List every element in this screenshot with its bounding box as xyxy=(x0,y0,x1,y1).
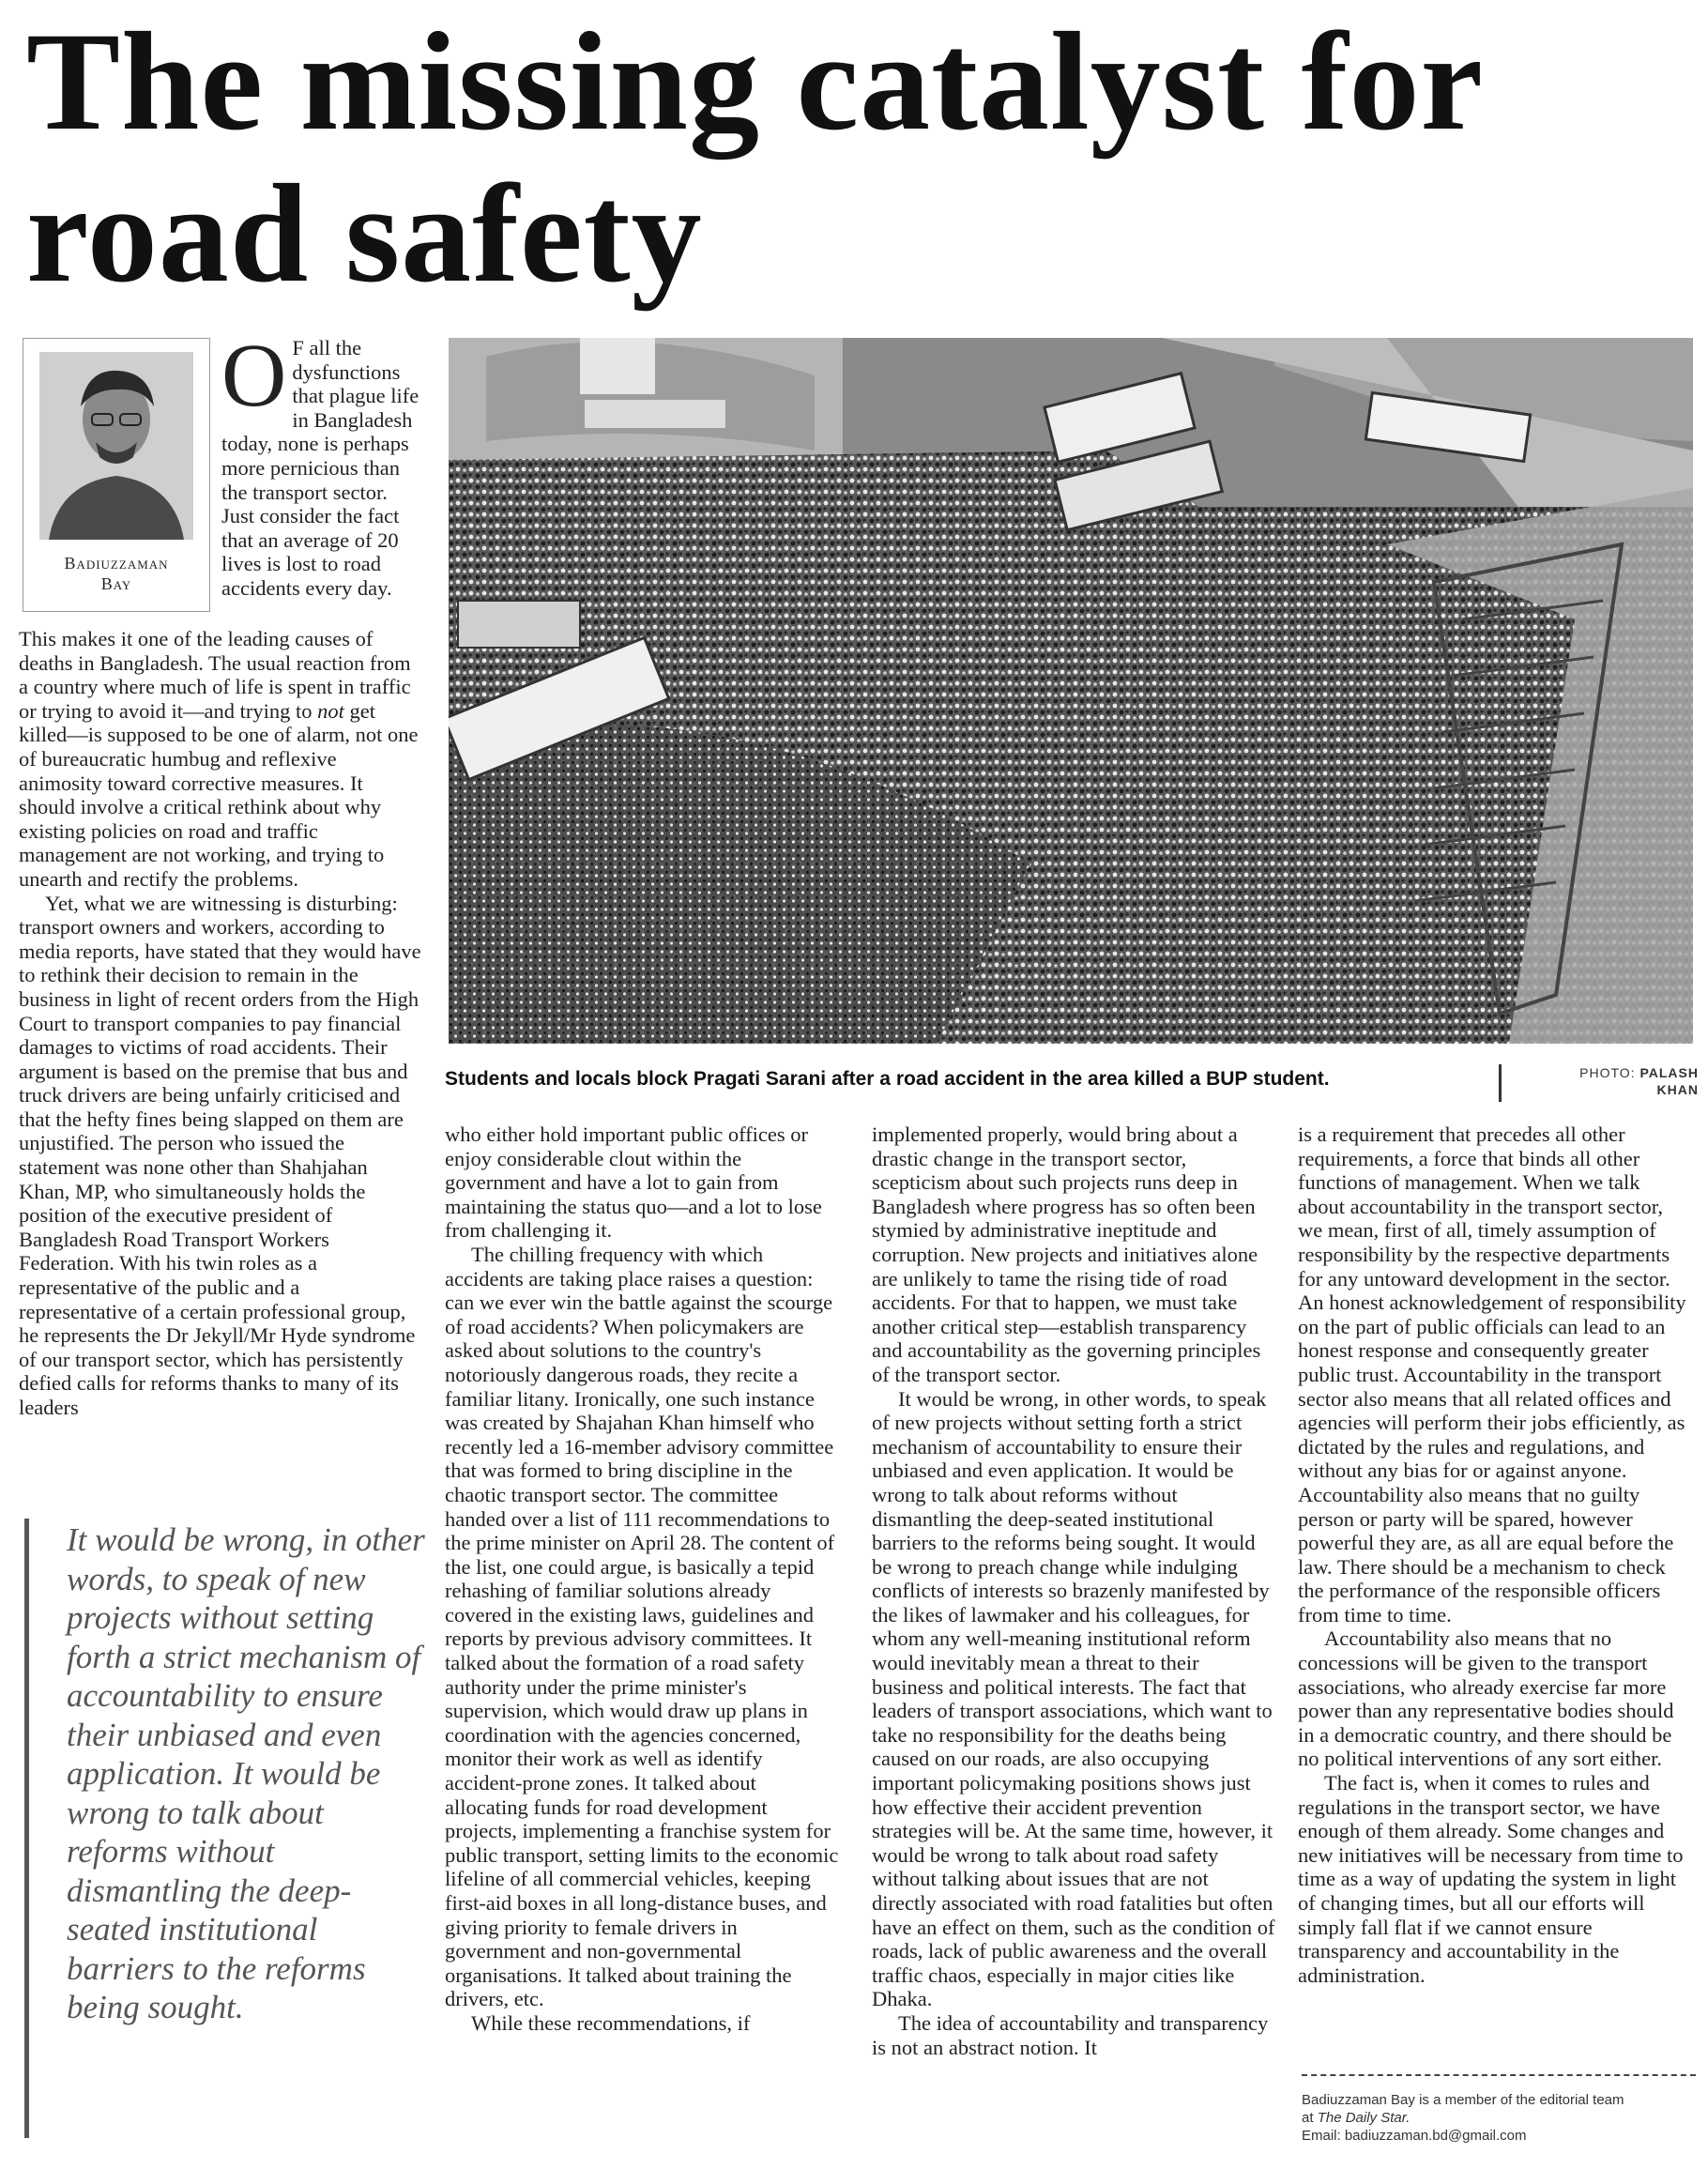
paragraph: The idea of accountability and transparency is not an abstract notion. It xyxy=(872,2010,1269,2059)
author-name xyxy=(31,553,202,594)
bio-divider xyxy=(1302,2074,1696,2076)
paragraph xyxy=(19,627,422,892)
bio-email: Email: badiuzzaman.bd@gmail.com xyxy=(1302,2128,1527,2144)
headline-line-1: The missing catalyst for xyxy=(26,4,1485,160)
author-bio xyxy=(1302,2091,1696,2145)
paragraph: While these recommendations, if xyxy=(471,2010,751,2035)
author-name-line-2: Bay xyxy=(100,574,132,593)
publication-name: The Daily Star. xyxy=(1317,2110,1411,2126)
article-column-4 xyxy=(1298,1123,1692,1987)
photo-caption: Students and locals block Pragati Sarani after a road accident in the area killed a BUP student. xyxy=(445,1068,1330,1090)
author-name-line-1: Badiuzzaman xyxy=(64,554,169,573)
intro-text: F all the dysfunctions that plague life in Bangladesh today, none is perhaps more pernicious than the transport sector. Just consider the fact that an average of 20 lives is lost to road accidents every day. xyxy=(221,336,419,600)
paragraph: is a requirement that precedes all other requirements, a force that binds all other functions of management. When we talk about accountability in the transport sector, we mean, first of all, timely assumption of responsibility by the respective departments for any untoward development in the sector. An honest acknowledgement of responsibility on the part of public officials can lead to an honest response and consequently greater public trust. Accountability in the transport sector also means that all related offices and agencies will perform their jobs efficiently, as dictated by the rules and regulations, and without any bias for or against anyone. Accountability also means that no guilty person or party will be spared, however powerful they are, as all are equal before the law. There should be a mechanism to check the performance of the responsible officers from time to time. xyxy=(1298,1123,1686,1627)
headline xyxy=(26,6,1678,310)
paragraph: It would be wrong, in other words, to speak of new projects without setting forth a strict mechanism of accountability to ensure their unbiased and even application. It would be wrong to talk about reforms without dismantling the deep-seated institutional barriers to the reforms being sought. It would be wrong to preach change while indulging conflicts of interests so brazenly manifested by the likes of lawmaker and his colleagues, for whom any well-meaning institutional reform would inevitably mean a threat to their business and political interests. The fact that leaders of transport associations, which want to take no responsibility for the deaths being caused on our roads, are also occupying important policymaking positions shows just how effective their accident prevention strategies will be. At the same time, however, it would be wrong to talk about road safety without talking about issues that are not directly associated with road fatalities but often have an effect on them, such as the condition of roads, lack of public awareness and the overall traffic chaos, especially in major cities like Dhaka. xyxy=(872,1386,1275,2011)
paragraph: implemented properly, would bring about a drastic change in the transport sector, scepticism about such projects runs deep in Bangladesh where progress has so often been stymied by administrative ineptitude and corruption. New projects and initiatives alone are unlikely to tame the rising tide of road accidents. For that to happen, we must take another critical step—establish transparency and accountability as the governing principles of the transport sector. xyxy=(872,1123,1261,1386)
paragraph: Yet, what we are witnessing is disturbing: transport owners and workers, according to media reports, have stated that they would have to rethink their decision to remain in the business in light of recent orders from the High Court to transport companies to pay financial damages to victims of road accidents. Their argument is based on the premise that bus and truck drivers are being unfairly criticised and that the hefty fines being slapped on them are unjustified. The person who issued the statement was none other than Shahjahan Khan, MP, who simultaneously holds the position of the executive president of Bangladesh Road Transport Workers Federation. With his twin roles as a representative of the public and a representative of a certain professional group, he represents the Dr Jekyll/Mr Hyde syndrome of our transport sector, which has persistently defied calls for reforms thanks to many of its leaders xyxy=(19,891,421,1419)
drop-cap: O xyxy=(221,325,287,425)
caption-divider xyxy=(1499,1064,1502,1102)
author-photo xyxy=(39,352,193,540)
paragraph: who either hold important public offices or enjoy considerable clout within the government and have a lot to gain from maintaining the status quo—and a lot to lose from challenging it. xyxy=(445,1123,822,1243)
photo-credit xyxy=(1530,1064,1699,1098)
credit-label: PHOTO: xyxy=(1579,1065,1636,1080)
credit-name-2: KHAN xyxy=(1656,1082,1699,1097)
bio-line-1: Badiuzzaman Bay is a member of the editorial team xyxy=(1302,2092,1624,2108)
paragraph: The fact is, when it comes to rules and regulations in the transport sector, we have enough of them already. Some changes and new initiatives will be necessary from time to time as a way of updating the system in light of changing times, but all our efforts will simply fall flat if we cannot ensure transparency and accountability in the administration. xyxy=(1298,1771,1684,1987)
bio-line-2-prefix: at xyxy=(1302,2110,1318,2126)
paragraph: The chilling frequency with which accidents are taking place raises a question: can we ever win the battle against the scourge of road accidents? When policymakers are asked about solutions to the country's notoriously dangerous roads, they recite a familiar litany. Ironically, one such instance was created by Shajahan Khan himself who recently led a 16-member advisory committee that was formed to bring discipline in the chaotic transport sector. The committee handed over a list of 111 recommendations to the prime minister on April 28. The content of the list, one could argue, is basically a tepid rehashing of familiar solutions already covered in the existing laws, guidelines and reports by previous advisory committees. It talked about the formation of a road safety authority under the prime minister's supervision, which would draw up plans in coordination with the agencies concerned, monitor their work as well as identify accident-prone zones. It talked about allocating funds for road development projects, implementing a franchise system for public transport, setting limits to the economic lifeline of all commercial vehicles, keeping first-aid boxes in all long-distance buses, and giving priority to female drivers in government and non-governmental organisations. It talked about training the drivers, etc. xyxy=(445,1242,839,2011)
article-column-3 xyxy=(872,1123,1275,2059)
emphasis: not xyxy=(317,698,344,723)
article-intro xyxy=(221,325,423,601)
author-box xyxy=(23,338,210,612)
paragraph-text: This makes it one of the leading causes of deaths in Bangladesh. The usual reaction from a country where much of life is spent in traffic or trying to avoid it—and trying to xyxy=(19,627,411,723)
article-column-1 xyxy=(19,627,422,1420)
crowd-photo-illustration xyxy=(449,338,1693,1044)
headline-line-2: road safety xyxy=(26,156,703,312)
pull-quote: It would be wrong, in other words, to speak of new projects without setting forth a strict mechanism of accountability to ensure their unbiased and even application. It would be wrong to talk about reforms without dismantling the deep-seated institutional barriers to the reforms being sought. xyxy=(24,1519,428,2138)
credit-name-1: PALASH xyxy=(1639,1065,1699,1080)
news-photo xyxy=(449,338,1693,1044)
paragraph-text: get killed—is supposed to be one of alarm, not one of bureaucratic humbug and reflexive animosity toward corrective measures. It should involve a critical rethink about why existing policies on road and traffic management are not working, and trying to unearth and rectify the problems. xyxy=(19,698,419,891)
paragraph: Accountability also means that no concessions will be given to the transport associations, who already exercise far more power than any representative bodies should in a democratic country, and there should be no political interventions of any sort either. xyxy=(1298,1627,1674,1771)
article-column-2 xyxy=(445,1123,839,2036)
